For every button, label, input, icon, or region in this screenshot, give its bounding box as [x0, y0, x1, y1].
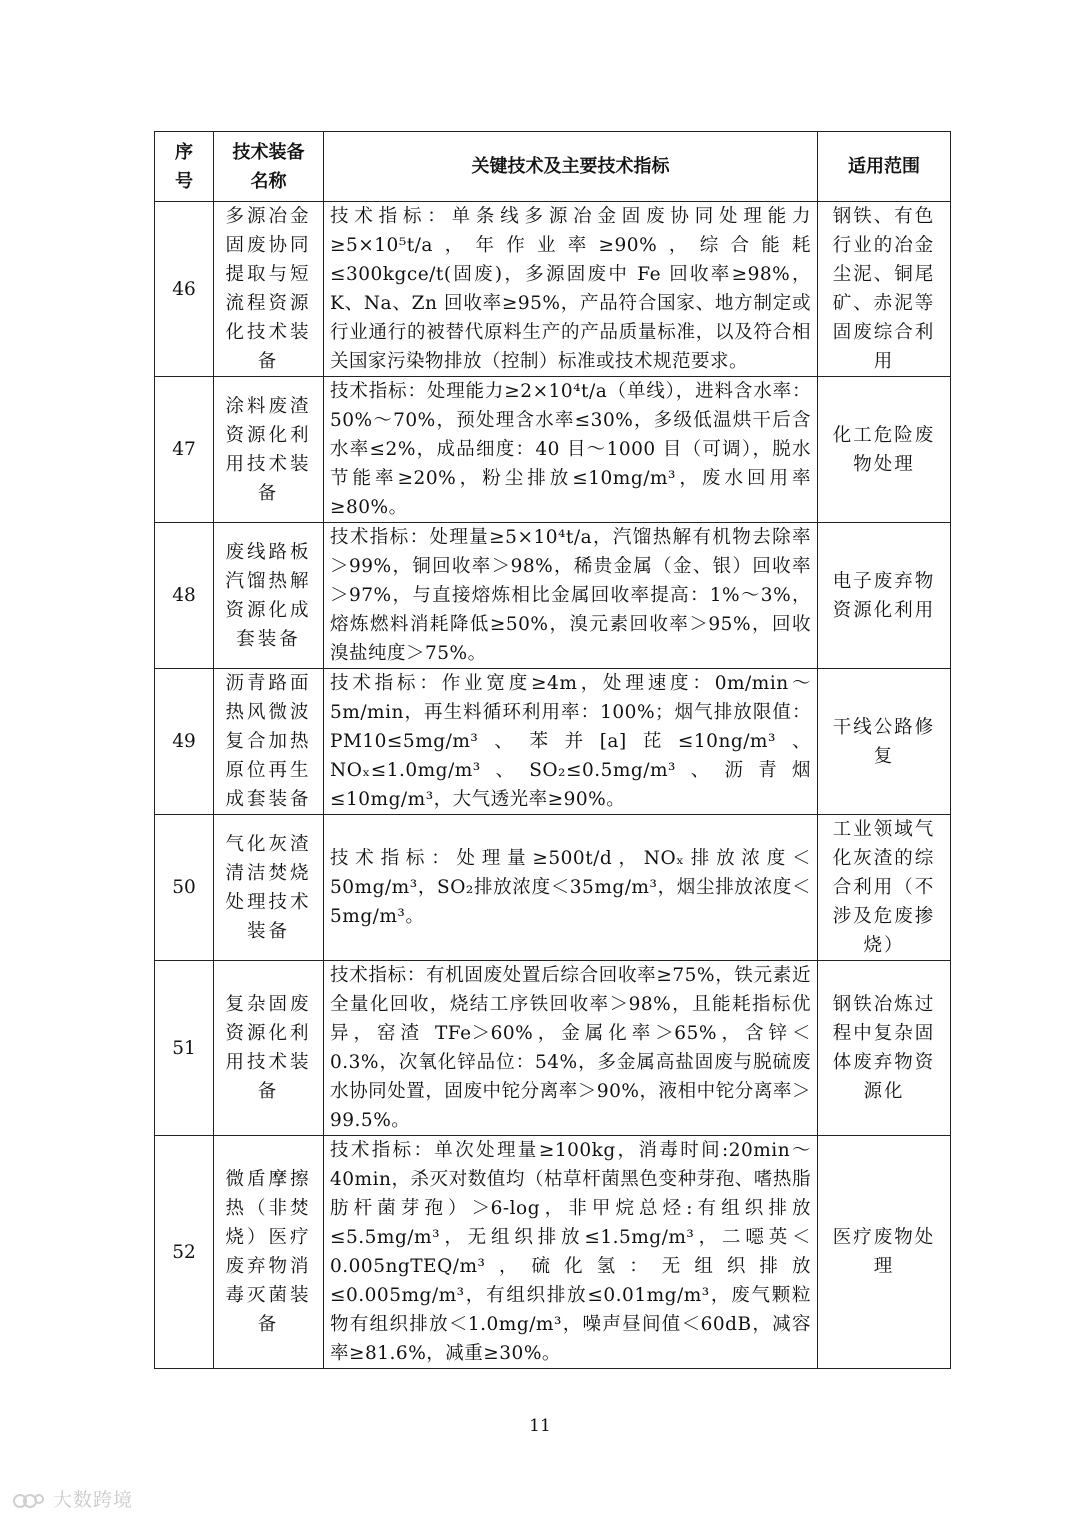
row-scope: 电子废弃物资源化利用: [818, 523, 951, 669]
table-row: [155, 377, 951, 523]
header-seq: 序号: [155, 132, 214, 202]
row-scope: 化工危险废物处理: [818, 377, 951, 523]
row-scope: 工业领域气化灰渣的综合利用（不涉及危废掺烧）: [818, 815, 951, 961]
row-name: 气化灰渣清洁焚烧处理技术装备: [214, 815, 324, 961]
table-row: [155, 202, 951, 377]
row-name: 复杂固废资源化利用技术装备: [214, 961, 324, 1136]
row-name: 微盾摩擦热（非焚烧）医疗废弃物消毒灭菌装备: [214, 1136, 324, 1369]
row-seq: 50: [155, 815, 214, 961]
row-tech: 技术指标：处理量≥5×10⁴t/a，汽馏热解有机物去除率＞99%，铜回收率＞98%，稀贵金属（金、银）回收率＞97%，与直接熔炼相比金属回收率提高：1%～3%，熔炼燃料消耗降低≥50%，溴元素回收率＞95%，回收溴盐纯度＞75%。: [324, 523, 818, 669]
row-scope: 医疗废物处理: [818, 1136, 951, 1369]
row-name: 废线路板汽馏热解资源化成套装备: [214, 523, 324, 669]
row-seq: 47: [155, 377, 214, 523]
row-seq: 46: [155, 202, 214, 377]
row-tech: 技术指标：有机固废处置后综合回收率≥75%，铁元素近全量化回收，烧结工序铁回收率＞98%，且能耗指标优异，窑渣 TFe＞60%，金属化率＞65%，含锌＜0.3%，次氧化锌品位：54%，多金属高盐固废与脱硫废水协同处置，固废中铊分离率＞90%，液相中铊分离率＞99.5%。: [324, 961, 818, 1136]
header-name: 技术装备名称: [214, 132, 324, 202]
table-row: [155, 523, 951, 669]
watermark-text: 大数跨境: [53, 1489, 134, 1511]
row-scope: 钢铁、有色行业的冶金尘泥、铜尾矿、赤泥等固废综合利用: [818, 202, 951, 377]
header-scope: 适用范围: [818, 132, 951, 202]
row-scope: 干线公路修复: [818, 669, 951, 815]
row-seq: 51: [155, 961, 214, 1136]
table-row: [155, 1136, 951, 1369]
table-row: [155, 961, 951, 1136]
row-tech: 技术指标：单条线多源冶金固废协同处理能力≥5×10⁵t/a，年作业率≥90%，综合能耗≤300kgce/t(固废)，多源固废中 Fe 回收率≥98%，K、Na、Zn 回收率≥95%，产品符合国家、地方制定或行业通行的被替代原料生产的产品质量标准，以及符合相关国家污染物排放（控制）标准或技术规范要求。: [324, 202, 818, 377]
row-name: 沥青路面热风微波复合加热原位再生成套装备: [214, 669, 324, 815]
row-tech: 技术指标：作业宽度≥4m，处理速度：0m/min～5m/min，再生料循环利用率：100%；烟气排放限值：PM10≤5mg/m³、苯并[a]芘≤10ng/m³、NOₓ≤1.0mg/m³、SO₂≤0.5mg/m³、沥青烟≤10mg/m³，大气透光率≥90%。: [324, 669, 818, 815]
table-header-row: [155, 132, 951, 202]
row-tech: 技术指标：处理量≥500t/d，NOₓ排放浓度＜50mg/m³，SO₂排放浓度＜35mg/m³，烟尘排放浓度＜5mg/m³。: [324, 815, 818, 961]
row-scope: 钢铁冶炼过程中复杂固体废弃物资源化: [818, 961, 951, 1136]
indicator-table: [154, 131, 951, 1369]
table-row: [155, 815, 951, 961]
row-name: 多源冶金固废协同提取与短流程资源化技术装备: [214, 202, 324, 377]
brand-logo-icon: [12, 1490, 46, 1512]
row-tech: 技术指标：处理能力≥2×10⁴t/a（单线），进料含水率：50%～70%，预处理含水率≤30%，多级低温烘干后含水率≤2%，成品细度：40 目～1000 目（可调），脱水节能率≥20%，粉尘排放≤10mg/m³，废水回用率≥80%。: [324, 377, 818, 523]
watermark: [12, 1485, 133, 1512]
row-tech: 技术指标：单次处理量≥100kg，消毒时间:20min～40min，杀灭对数值均（枯草杆菌黑色变种芽孢、嗜热脂肪杆菌芽孢）＞6-log，非甲烷总烃:有组织排放≤5.5mg/m³，无组织排放≤1.5mg/m³，二噁英＜0.005ngTEQ/m³，硫化氢：无组织排放≤0.005mg/m³，有组织排放≤0.01mg/m³，废气颗粒物有组织排放＜1.0mg/m³，噪声昼间值＜60dB，减容率≥81.6%，减重≥30%。: [324, 1136, 818, 1369]
row-seq: 48: [155, 523, 214, 669]
row-seq: 52: [155, 1136, 214, 1369]
header-tech: 关键技术及主要技术指标: [324, 132, 818, 202]
row-name: 涂料废渣资源化利用技术装备: [214, 377, 324, 523]
page-number: 11: [529, 1416, 551, 1436]
table-row: [155, 669, 951, 815]
row-seq: 49: [155, 669, 214, 815]
